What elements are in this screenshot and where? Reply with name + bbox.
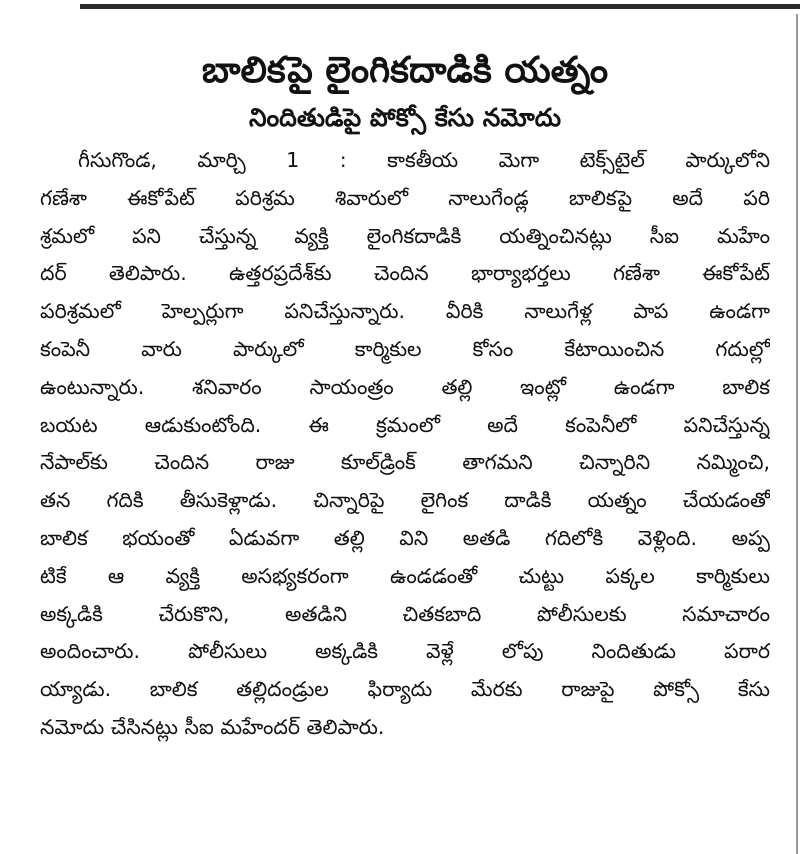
body-line: తన గదికి తీసుకెళ్లాడు. చిన్నారిపై లైగింక దాడికి యత్నం చేయడంతో <box>40 488 770 513</box>
top-rule <box>80 4 800 9</box>
body-line: అందించారు. పోలీసులు అక్కడికి వెళ్లే లోపు నిందితుడు పరార <box>40 639 770 664</box>
body-line: శ్రమలో పని చేస్తున్న వ్యక్తి లైంగికదాడికి యత్నించినట్లు సీఐ మహేం <box>40 223 770 248</box>
body-line: దర్ తెలిపారు. ఉత్తరప్రదేశ్‌కు చెందిన భార్యాభర్తలు గణేశా ఈకోపేట్ <box>40 261 770 286</box>
body-line: అక్కడికి చేరుకొని, అతడిని చితకబాది పోలీసులకు సమాచారం <box>40 601 770 626</box>
body-line: టికే ఆ వ్యక్తి అసభ్యకరంగా ఉండడంతో చుట్టు పక్కల కార్మికులు <box>40 563 770 588</box>
body-line: బాలిక భయంతో ఏడువగా తల్లి విని అతడి గదిలోకి వెళ్లింది. అప్ప <box>40 525 770 550</box>
headline: బాలికపై లైంగికదాడికి యత్నం <box>201 50 609 91</box>
body-line: పరిశ్రమలో హెల్పర్లుగా పనిచేస్తున్నారు. వీరికి నాలుగేళ్ల పాప ఉండగా <box>40 299 770 324</box>
news-clipping <box>40 44 770 844</box>
article-body <box>40 142 770 747</box>
body-line: నేపాల్‌కు చెందిన రాజు కూల్‌డ్రింక్ తాగమని చిన్నారిని నమ్మించి, <box>40 450 770 475</box>
body-line: కంపెనీ వారు పార్కులో కార్మికుల కోసం కేటాయించిన గదుల్లో <box>40 336 770 361</box>
body-line: ఉంటున్నారు. శనివారం సాయంత్రం తల్లి ఇంట్లో ఉండగా బాలిక <box>40 374 770 399</box>
body-line: గణేశా ఈకోపేట్ పరిశ్రమ శివారులో నాలుగేండ్ల బాలికపై అదే పరి <box>40 185 770 210</box>
body-line: య్యాడు. బాలిక తల్లిదండ్రుల ఫిర్యాదు మేరకు రాజుపై పోక్సో కేసు <box>40 677 770 702</box>
body-line: నమోదు చేసినట్లు సీఐ మహేందర్ తెలిపారు. <box>40 714 385 739</box>
body-line: గీసుగొండ, మార్చి 1 : కాకతీయ మెగా టెక్స్‌టైల్ పార్కులోని <box>78 148 770 172</box>
subheadline: నిందితుడిపై పోక్సో కేసు నమోదు <box>248 103 562 132</box>
column-divider <box>796 14 798 854</box>
body-line: బయట ఆడుకుంటోంది. ఈ క్రమంలో అదే కంపెనీలో పనిచేస్తున్న <box>40 412 770 437</box>
